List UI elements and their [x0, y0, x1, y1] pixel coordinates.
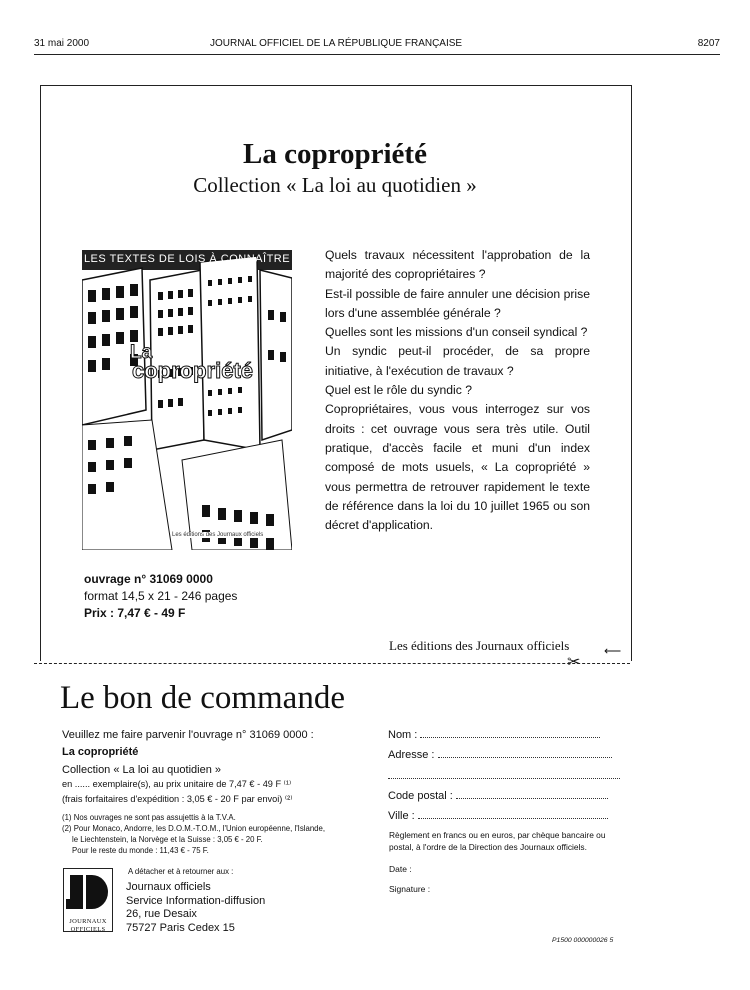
detach-instruction: A détacher et à retourner aux : [128, 867, 234, 876]
ad-subtitle: Collection « La loi au quotidien » [193, 173, 477, 197]
order-intro: Veuillez me faire parvenir l'ouvrage n° 31069 0000 : [62, 729, 314, 741]
footnote-1: (1) Nos ouvrages ne sont pas assujettis à la T.V.A. [62, 813, 236, 822]
question-2: Est-il possible de faire annuler une décision prise lors d'une assemblée générale ? [325, 286, 590, 320]
field-adresse-2[interactable] [388, 770, 620, 782]
address-line-1: Journaux officiels [126, 881, 211, 893]
editions-label: Les éditions des Journaux officiels [389, 638, 570, 653]
cover-title-line1: La [130, 342, 153, 363]
question-4: Un syndic peut-il procéder, de sa propre initiative, à l'exécution de travaux ? [325, 344, 590, 378]
field-adresse[interactable] [388, 749, 612, 761]
header-page-number: 8207 [697, 38, 720, 49]
question-5: Quel est le rôle du syndic ? [325, 383, 473, 398]
cover-illustration [82, 250, 292, 550]
field-code-postal[interactable] [388, 790, 608, 802]
field-code-postal-line[interactable] [456, 790, 608, 799]
field-adresse-label: Adresse : [388, 749, 435, 761]
ad-title: La copropriété [243, 138, 427, 170]
ouvrage-number: ouvrage n° 31069 0000 [84, 572, 213, 586]
address-line-2: Service Information-diffusion [126, 894, 266, 907]
journaux-officiels-logo [63, 868, 113, 932]
cut-line-tail [597, 663, 630, 664]
field-nom[interactable] [388, 729, 600, 741]
reference-code: P1500 000000026 5 [552, 937, 614, 944]
field-code-postal-label: Code postal : [388, 790, 453, 802]
order-form-title: Le bon de commande [60, 680, 345, 716]
header-rule [34, 54, 720, 55]
book-cover [82, 250, 292, 550]
field-ville-line[interactable] [418, 810, 608, 819]
field-nom-line[interactable] [420, 729, 600, 738]
cover-title-line2: copropriété [132, 358, 254, 383]
jo-logo-icon [64, 869, 112, 913]
signature-label: Signature : [389, 884, 431, 894]
cover-banner: LES TEXTES DE LOIS À CONNAÎTRE [83, 253, 291, 265]
field-ville-label: Ville : [388, 810, 415, 822]
scissors-icon: ✂ [567, 654, 581, 671]
date-label: Date : [389, 864, 412, 874]
description-paragraph: Copropriétaires, vous vous interrogez sur vos droits : cet ouvrage vous sera très utile. Outil pratique, d'accès facile et muni d'un index composé de mots usuels, « La copropriété » vous permettra de retrouver rapidement le texte de référence dans la loi du 10 juillet 1965 ou son décret d'application. [325, 402, 590, 533]
order-frais-line: (frais forfaitaires d'expédition : 3,05 € - 20 F par envoi) ⁽²⁾ [62, 794, 293, 804]
question-1: Quels travaux nécessitent l'approbation de la majorité des copropriétaires ? [325, 248, 590, 282]
arrow-left-icon: ⟵ [604, 644, 622, 658]
footnote-2b: le Liechtenstein, la Norvège et la Suisse : 3,05 € - 20 F. [72, 835, 263, 844]
field-adresse-line[interactable] [438, 749, 612, 758]
cover-publisher: Les éditions des Journaux officiels [172, 532, 264, 538]
address-line-3: 26, rue Desaix [126, 908, 197, 920]
logo-line1: JOURNAUX [69, 918, 107, 925]
footnote-2a: (2) Pour Monaco, Andorre, les D.O.M.-T.O.M., l'Union européenne, l'Islande, [62, 824, 325, 833]
field-ville[interactable] [388, 810, 608, 822]
question-3: Quelles sont les missions d'un conseil syndical ? [325, 325, 588, 340]
return-address [126, 881, 265, 935]
field-nom-label: Nom : [388, 729, 418, 741]
order-book-title: La copropriété [62, 746, 139, 758]
cut-line [34, 663, 630, 664]
header-journal: JOURNAL OFFICIEL DE LA RÉPUBLIQUE FRANÇAISE [210, 38, 463, 49]
payment-instruction: Règlement en francs ou en euros, par chèque bancaire ou postal, à l'ordre de la Direction des Journaux officiels. [389, 830, 606, 852]
logo-line2: OFFICIELS [70, 926, 106, 933]
book-format: format 14,5 x 21 - 246 pages [84, 589, 238, 603]
header-date: 31 mai 2000 [34, 38, 90, 49]
order-collection: Collection « La loi au quotidien » [62, 764, 222, 776]
address-line-4: 75727 Paris Cedex 15 [126, 921, 235, 934]
order-quantity-line: en ...... exemplaire(s), au prix unitaire de 7,47 € - 49 F ⁽¹⁾ [62, 779, 292, 789]
book-price: Prix : 7,47 € - 49 F [84, 606, 186, 620]
field-adresse-line-2[interactable] [388, 770, 620, 779]
ad-description [325, 246, 590, 535]
footnote-2c: Pour le reste du monde : 11,43 € - 75 F. [72, 846, 209, 855]
